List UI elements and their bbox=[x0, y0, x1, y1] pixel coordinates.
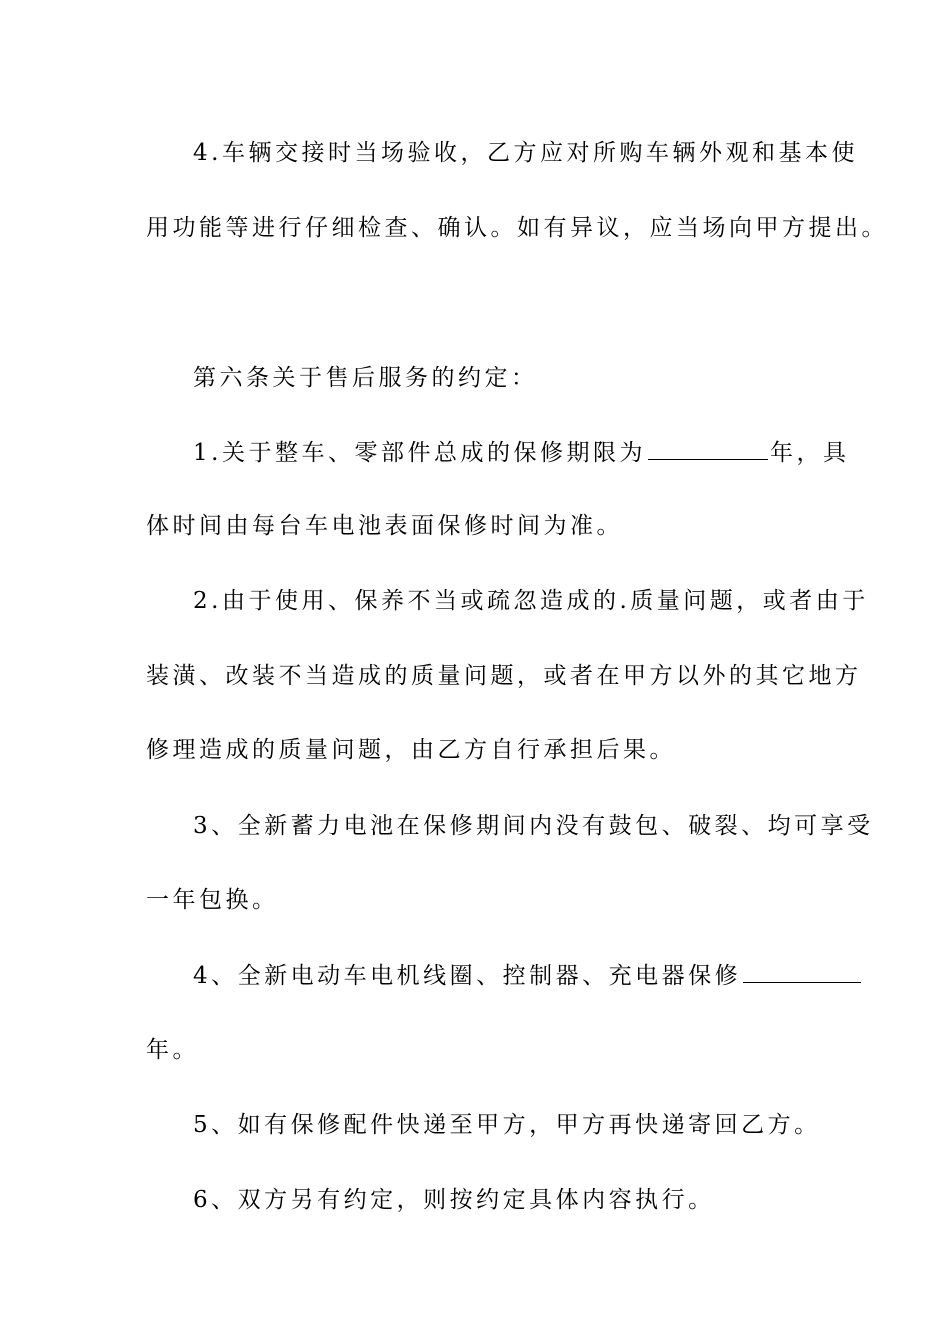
item-1-text-a: 1.关于整车、零部件总成的保修期限为 bbox=[193, 440, 646, 466]
item-4-line-2: 年。 bbox=[146, 1037, 199, 1063]
item-4-line-1 bbox=[193, 960, 858, 992]
item-6-line-1: 6、双方另有约定，则按约定具体内容执行。 bbox=[193, 1187, 715, 1213]
item-1-line-2: 体时间由每台车电池表面保修时间为准。 bbox=[146, 513, 623, 539]
item-2-line-2: 装潢、改装不当造成的质量问题，或者在甲方以外的其它地方 bbox=[146, 663, 862, 689]
article-6-heading: 第六条关于售后服务的约定： bbox=[193, 365, 538, 391]
item-3-line-2: 一年包换。 bbox=[146, 887, 279, 913]
item-2-line-3: 修理造成的质量问题，由乙方自行承担后果。 bbox=[146, 737, 676, 763]
item-5-line-1: 5、如有保修配件快递至甲方，甲方再快递寄回乙方。 bbox=[193, 1112, 821, 1138]
item-1-text-b: 年，具 bbox=[769, 440, 850, 466]
item-4-text: 4、全新电动车电机线圈、控制器、充电器保修 bbox=[193, 963, 742, 989]
item-2-line-1: 2.由于使用、保养不当或疏忽造成的.质量问题，或者由于 bbox=[193, 588, 869, 614]
clause-4-line-2: 用功能等进行仔细检查、确认。如有异议，应当场向甲方提出。 bbox=[146, 215, 888, 241]
motor-warranty-blank bbox=[743, 960, 861, 983]
item-3-line-1: 3、全新蓄力电池在保修期间内没有鼓包、破裂、均可享受 bbox=[193, 813, 874, 839]
item-1-line-1 bbox=[193, 437, 858, 469]
clause-4-line-1: 4.车辆交接时当场验收，乙方应对所购车辆外观和基本使 bbox=[193, 140, 858, 166]
warranty-years-blank bbox=[648, 437, 768, 460]
